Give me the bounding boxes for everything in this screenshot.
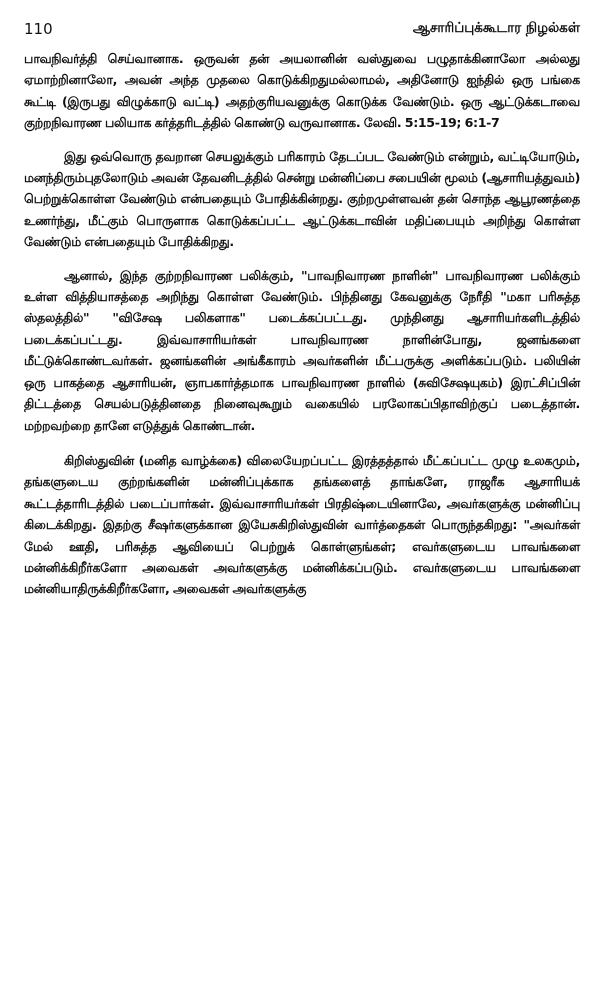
page-number: 110	[24, 20, 53, 38]
paragraph-1: பாவநிவர்த்தி செய்வானாக. ஒருவன் தன் அயலானின் வஸ்துவை பழுதாக்கினாலோ அல்லது ஏமாற்றினாலோ, அவன் அந்த முதலை கொடுக்கிறதுமல்லாமல், அதினோடு ஐந்தில் ஒரு பங்கை கூட்டி (இருபது விழுக்காடு வட்டி) அதற்குரியவனுக்கு கொடுக்க வேண்டும். ஒரு ஆட்டுக்கடாவை குற்றநிவாரண பலியாக கர்த்தரிடத்தில் கொண்டு வருவானாக. லேவி. 5:15-19; 6:1-7	[24, 51, 580, 131]
paragraph-4: கிறிஸ்துவின் (மனித வாழ்க்கை) விலையேறப்பட்ட இரத்தத்தால் மீட்கப்பட்ட முழு உலகமும், தங்களுடைய குற்றங்களின் மன்னிப்புக்காக தங்களைத் தாங்களே, ராஜரீக ஆசாரியக் கூட்டத்தாரிடத்தில் படைப்பார்கள். இவ்வாசாரியர்கள் பிரதிஷ்டையினாலே, அவர்களுக்கு மன்னிப்பு கிடைக்கிறது. இதற்கு சீஷர்களுக்கான இயேசுகிறிஸ்துவின் வார்த்தைகள் பொருந்தகிறது: "அவர்கள் மேல் ஊதி, பரிசுத்த ஆவியைப் பெற்றுக் கொள்ளுங்கள்; எவர்களுடைய பாவங்களை மன்னிக்கிறீர்களோ அவைகள் அவர்களுக்கு மன்னிக்கப்படும். எவர்களுடைய பாவங்களை மன்னியாதிருக்கிறீர்களோ, அவைகள் அவர்களுக்கு	[24, 452, 580, 597]
paragraph-2: இது ஒவ்வொரு தவறான செயலுக்கும் பரிகாரம் தேடப்பட வேண்டும் என்றும், வட்டியோடும், மனந்திரும்புதலோடும் அவன் தேவனிடத்தில் சென்று மன்னிப்பை சபையின் மூலம் (ஆசாரியத்துவம்) பெற்றுக்கொள்ள வேண்டும் என்பதையும் போதிக்கின்றது. குற்றமுள்ளவன் தன் சொந்த ஆபூரணத்தை உணர்ந்து, மீட்கும் பொருளாக கொடுக்கப்பட்ட ஆட்டுக்கடாவின் மதிப்பையும் அறிந்து கொள்ள வேண்டும் என்பதையும் போதிக்கிறது.	[24, 148, 580, 250]
paragraph-3: ஆனால், இந்த குற்றநிவாரண பலிக்கும், "பாவநிவாரண நாளின்" பாவநிவாரண பலிக்கும் உள்ள வித்தியாசத்தை அறிந்து கொள்ள வேண்டும். பிந்தினது கேவனுக்கு நேரீதி "மகா பரிசுத்த ஸ்தலத்தில்" "விசேஷ பலிகளாக" படைக்கப்பட்டது. முந்தினது ஆசாரியர்களிடத்தில் படைக்கப்பட்டது. இவ்வாசாரியர்கள் பாவநிவாரண நாளின்போது, ஜனங்களை மீட்டுக்கொண்டவர்கள். ஜனங்களின் அங்கீகாரம் அவர்களின் மீட்பருக்கு அளிக்கப்படும். பலியின் ஒரு பாகத்தை ஆசாரியன், ஞாபகார்த்தமாக பாவநிவாரண நாளில் (சுவிசேஷயுகம்) இரட்சிப்பின் திட்டத்தை செயல்படுத்தினதை நினைவுகூறும் வகையில் பரலோகப்பிதாவிற்குப் படைத்தான். மற்றவற்றை தானே எடுத்துக் கொண்டான்.	[24, 267, 580, 433]
page-header	[24, 0, 580, 42]
running-head: ஆசாரிப்புக்கூடார நிழல்கள்	[412, 20, 580, 36]
